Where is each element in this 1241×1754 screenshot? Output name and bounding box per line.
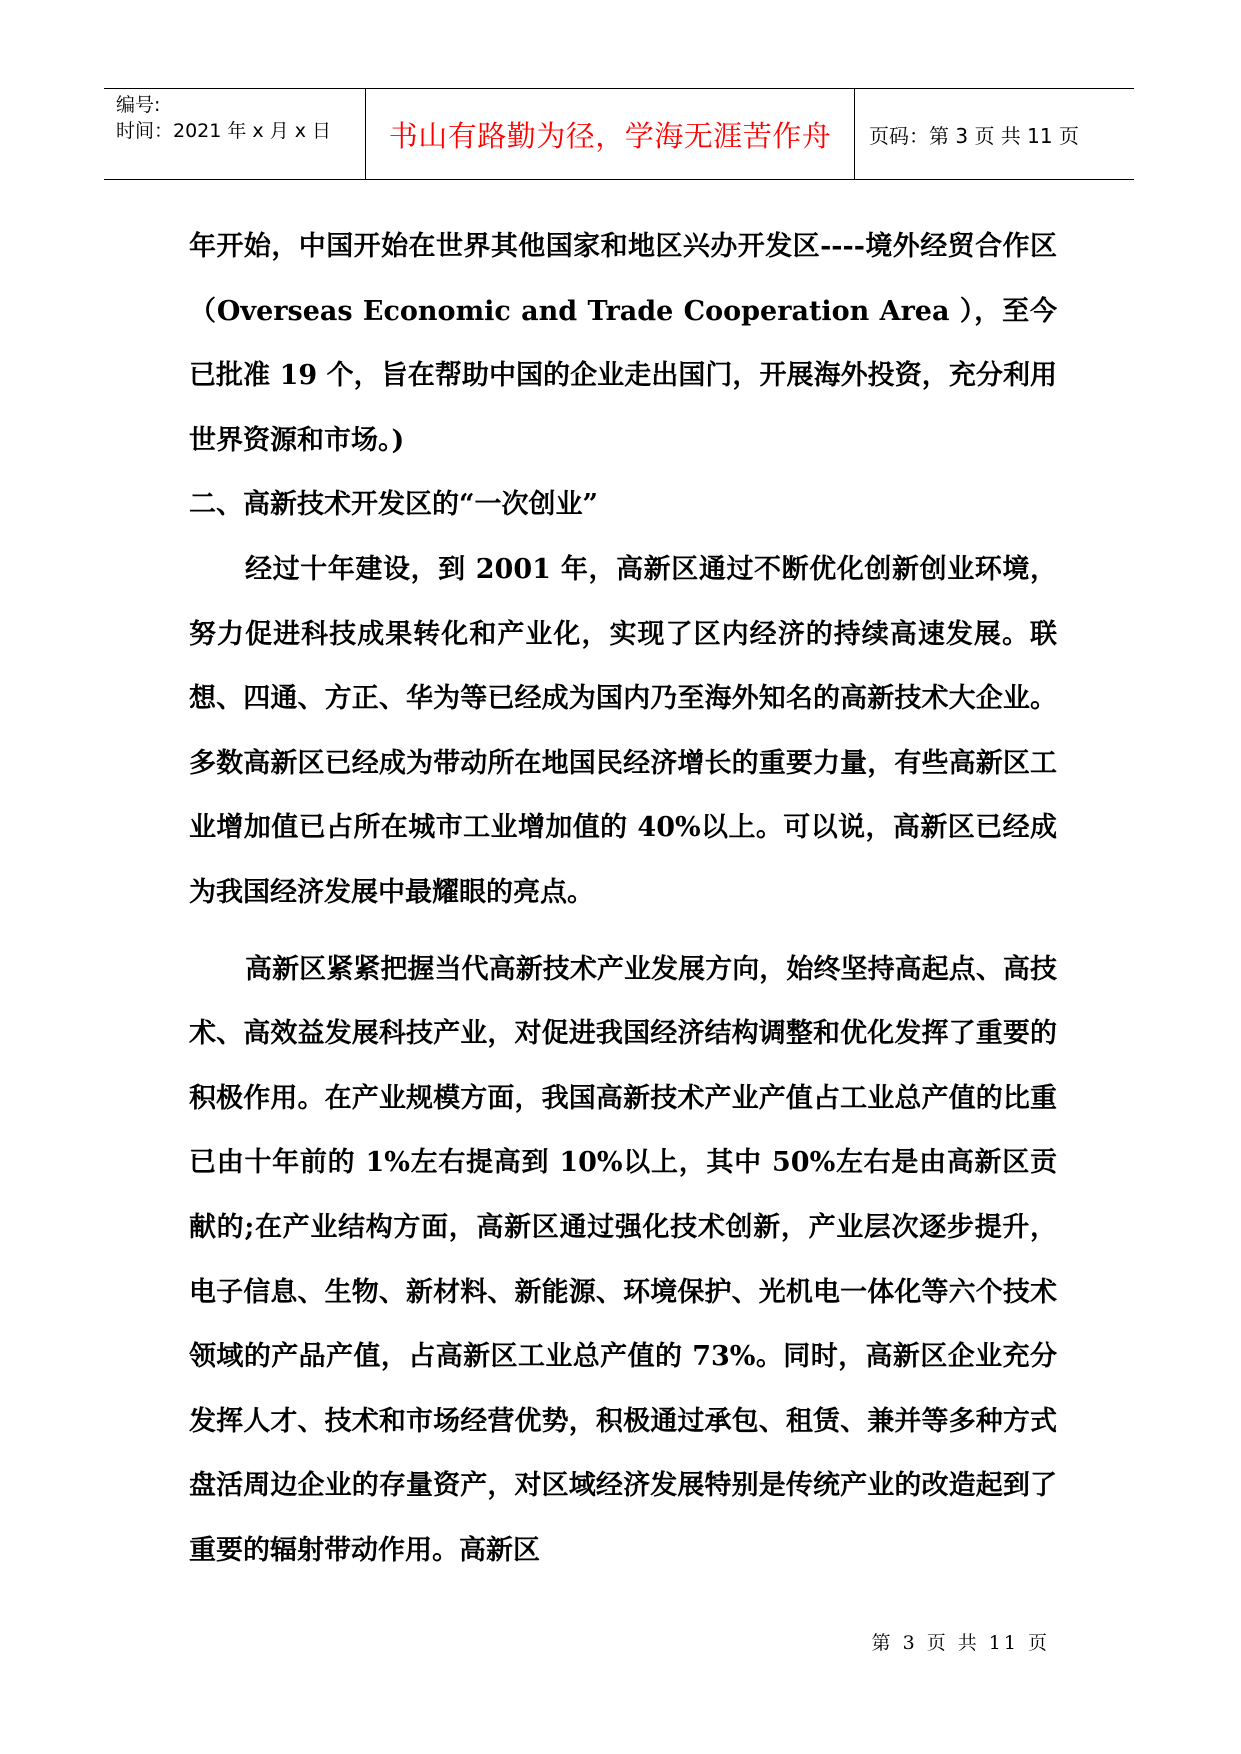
- paragraph: 经过十年建设，到 2001 年，高新区通过不断优化创新创业环境，努力促进科技成果转化和产业化，实现了区内经济的持续高速发展。联想、四通、方正、华为等已经成为国内乃至海外知名的高新技术大企业。多数高新区已经成为带动所在地国民经济增长的重要力量，有些高新区工业增加值已占所在城市工业增加值的 40%以上。可以说，高新区已经成为我国经济发展中最耀眼的亮点。: [189, 553, 1057, 908]
- document-time-label: 时间：2021 年 x 月 x 日: [116, 120, 332, 142]
- paragraph: 高新区紧紧把握当代高新技术产业发展方向，始终坚持高起点、高技术、高效益发展科技产业，对促进我国经济结构调整和优化发挥了重要的积极作用。在产业规模方面，我国高新技术产业产值占工业总产值的比重已由十年前的 1%左右提高到 10%以上，其中 50%左右是由高新区贡献的;在产业结构方面，高新区通过强化技术创新，产业层次逐步提升，电子信息、生物、新材料、新能源、环境保护、光机电一体化等六个技术领域的产品产值，占高新区工业总产值的 73%。同时，高新区企业充分发挥人才、技术和市场经营优势，积极通过承包、租赁、兼并等多种方式盘活周边企业的存量资产，对区域经济发展特别是传统产业的改造起到了重要的辐射带动作用。高新区: [189, 953, 1057, 1566]
- header-meta: [104, 89, 366, 179]
- header-motto: 书山有路勤为径，学海无涯苦作舟: [366, 89, 855, 179]
- document-number-label: 编号:: [116, 94, 161, 116]
- page-footer: 第 3 页 共 11 页: [871, 1632, 1050, 1654]
- section-heading: 二、高新技术开发区的“一次创业”: [189, 489, 599, 521]
- header-page-number: 页码：第 3 页 共 11 页: [869, 123, 1079, 148]
- page-header: [104, 88, 1134, 180]
- paragraph-continuation: 年开始，中国开始在世界其他国家和地区兴办开发区----境外经贸合作区（Overseas Economic and Trade Cooperation Area ），至今已批准 19 个，旨在帮助中国的企业走出国门，开展海外投资，充分利用世界资源和市场。): [189, 231, 1057, 456]
- document-body: [189, 215, 1057, 1583]
